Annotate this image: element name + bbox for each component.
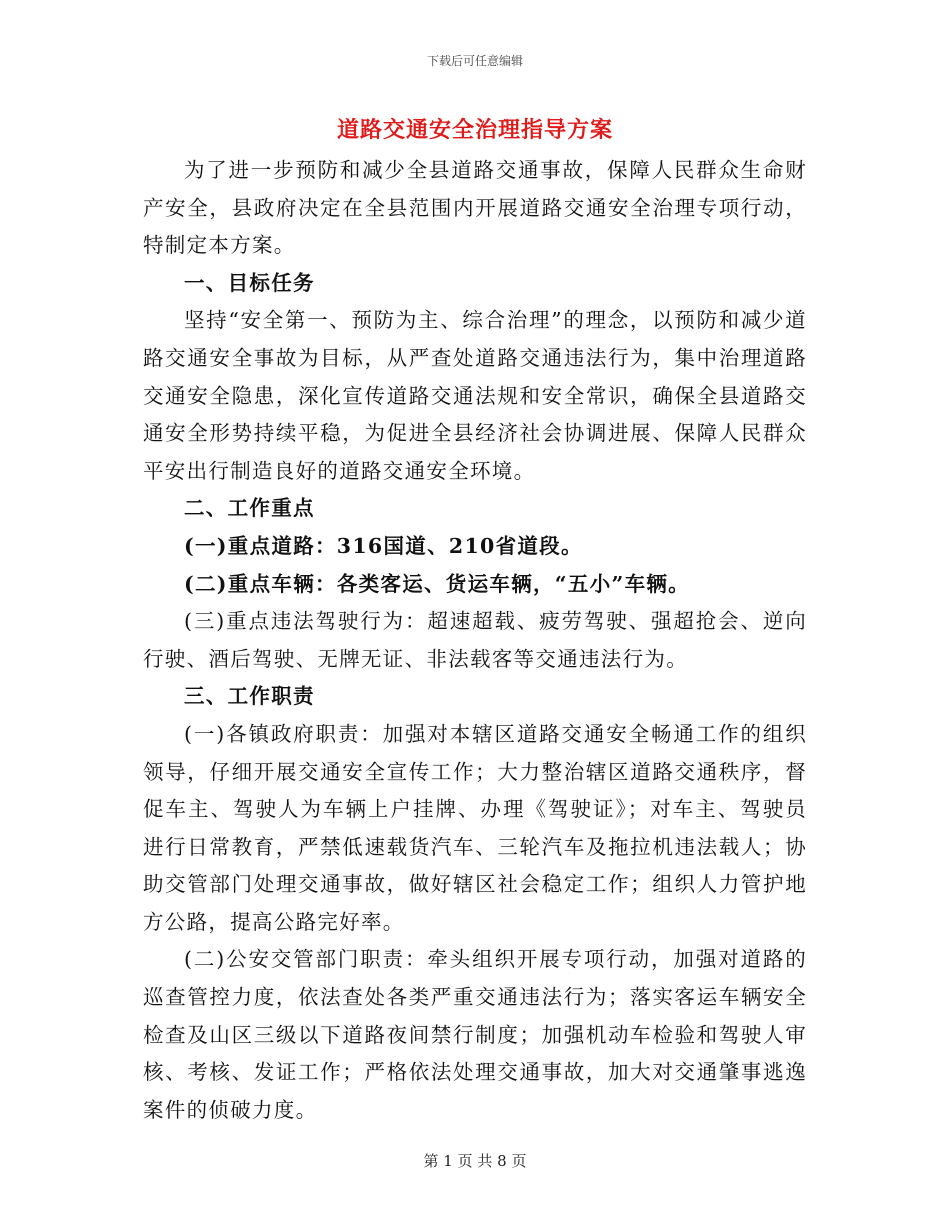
goals-paragraph: 坚持“安全第一、预防为主、综合治理”的理念，以预防和减少道路交通安全事故为目标，从严查处道路交通违法行为，集中治理道路交通安全隐患，深化宣传道路交通法规和安全常识，确保全县道路交通安全形势持续平稳，为促进全县经济社会协调进展、保障人民群众平安出行制造良好的道路交通安全环境。 bbox=[143, 308, 807, 483]
focus-vehicles: (二)重点车辆：各类客运、货运车辆，“五小”车辆。 bbox=[184, 571, 690, 596]
focus-roads: (一)重点道路：316国道、210省道段。 bbox=[184, 533, 583, 558]
section-heading-duties: 三、工作职责 bbox=[184, 684, 315, 709]
document-body bbox=[143, 152, 807, 1129]
intro-paragraph: 为了进一步预防和减少全县道路交通事故，保障人民群众生命财产安全，县政府决定在全县范围内开展道路交通安全治理专项行动，特制定本方案。 bbox=[143, 158, 807, 258]
document-title: 道路交通安全治理指导方案 bbox=[336, 117, 613, 143]
section-heading-goals: 一、目标任务 bbox=[184, 270, 315, 295]
section-heading-focus: 二、工作重点 bbox=[184, 496, 315, 521]
duties-town-governments: (一)各镇政府职责：加强对本辖区道路交通安全畅通工作的组织领导，仔细开展交通安全宣传工作；大力整治辖区道路交通秩序，督促车主、驾驶人为车辆上户挂牌、办理《驾驶证》；对车主、驾驶员进行日常教育，严禁低速载货汽车、三轮汽车及拖拉机违法载人；协助交管部门处理交通事故，做好辖区社会稳定工作；组织人力管护地方公路，提高公路完好率。 bbox=[143, 721, 807, 934]
focus-violations: (三)重点违法驾驶行为：超速超载、疲劳驾驶、强超抢会、逆向行驶、酒后驾驶、无牌无证、非法载客等交通违法行为。 bbox=[143, 609, 807, 671]
header-note: 下载后可任意编辑 bbox=[426, 54, 523, 68]
page-footer: 第 1 页 共 8 页 bbox=[423, 1152, 527, 1170]
duties-traffic-police: (二)公安交管部门职责：牵头组织开展专项行动，加强对道路的巡查管控力度，依法查处各类严重交通违法行为；落实客运车辆安全检查及山区三级以下道路夜间禁行制度；加强机动车检验和驾驶人审核、考核、发证工作；严格依法处理交通事故，加大对交通肇事逃逸案件的侦破力度。 bbox=[143, 947, 807, 1122]
